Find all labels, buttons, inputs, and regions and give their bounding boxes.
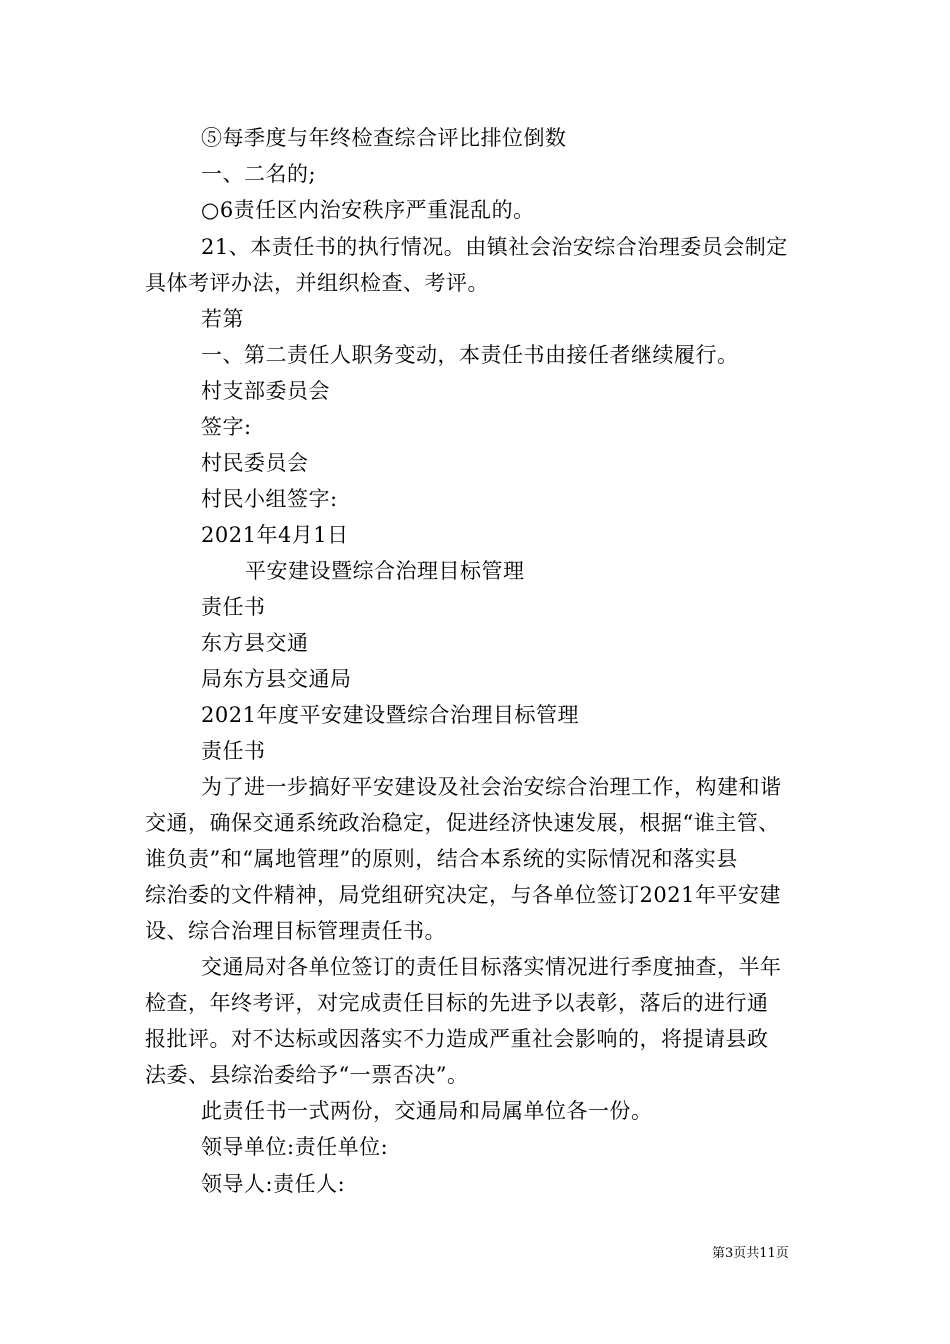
text-line: 设、综合治理目标管理责任书。	[145, 919, 446, 943]
text-line: 签字:	[201, 415, 252, 439]
text-line: 东方县交通	[201, 631, 309, 655]
text-line: 责任书	[201, 595, 266, 619]
text-line: 21、本责任书的执行情况。由镇社会治安综合治理委员会制定	[201, 235, 788, 259]
text-line: 一、二名的;	[201, 162, 317, 186]
text-line: 具体考评办法，并组织检查、考评。	[145, 271, 489, 295]
text-line: 报批评。对不达标或因落实不力造成严重社会影响的，将提请县政	[145, 1027, 769, 1051]
text-line: 村民委员会	[201, 451, 309, 475]
text-line: ⑤每季度与年终检查综合评比排位倒数	[201, 126, 567, 150]
text-line: 为了进一步搞好平安建设及社会治安综合治理工作，构建和谐	[201, 775, 782, 799]
text-line: 领导单位:责任单位:	[201, 1135, 389, 1159]
text-line: 2021年度平安建设暨综合治理目标管理	[201, 703, 579, 727]
text-line: ○6责任区内治安秩序严重混乱的。	[201, 198, 535, 222]
text-line: 村民小组签字:	[201, 487, 338, 511]
text-line: 2021年4月1日	[201, 523, 349, 547]
text-line: 村支部委员会	[201, 379, 330, 403]
text-line: 一、第二责任人职务变动，本责任书由接任者继续履行。	[201, 343, 739, 367]
text-line: 法委、县综治委给予“一票否决”。	[145, 1063, 469, 1087]
text-line: 领导人:责任人:	[201, 1172, 346, 1196]
text-line: 平安建设暨综合治理目标管理	[245, 559, 525, 583]
text-line: 责任书	[201, 739, 266, 763]
text-line: 交通，确保交通系统政治稳定，促进经济快速发展，根据“谁主管、	[145, 811, 780, 835]
text-line: 综治委的文件精神，局党组研究决定，与各单位签订2021年平安建	[145, 883, 781, 907]
text-line: 此责任书一式两份，交通局和局属单位各一份。	[201, 1099, 653, 1123]
text-line: 谁负责”和“属地管理”的原则，结合本系统的实际情况和落实县	[145, 847, 738, 871]
text-line: 检查，年终考评，对完成责任目标的先进予以表彰，落后的进行通	[145, 991, 769, 1015]
page-number-footer: 第3页共11页	[712, 1246, 789, 1261]
text-line: 局东方县交通局	[201, 667, 352, 691]
text-line: 交通局对各单位签订的责任目标落实情况进行季度抽查，半年	[201, 955, 782, 979]
text-line: 若第	[201, 307, 244, 331]
